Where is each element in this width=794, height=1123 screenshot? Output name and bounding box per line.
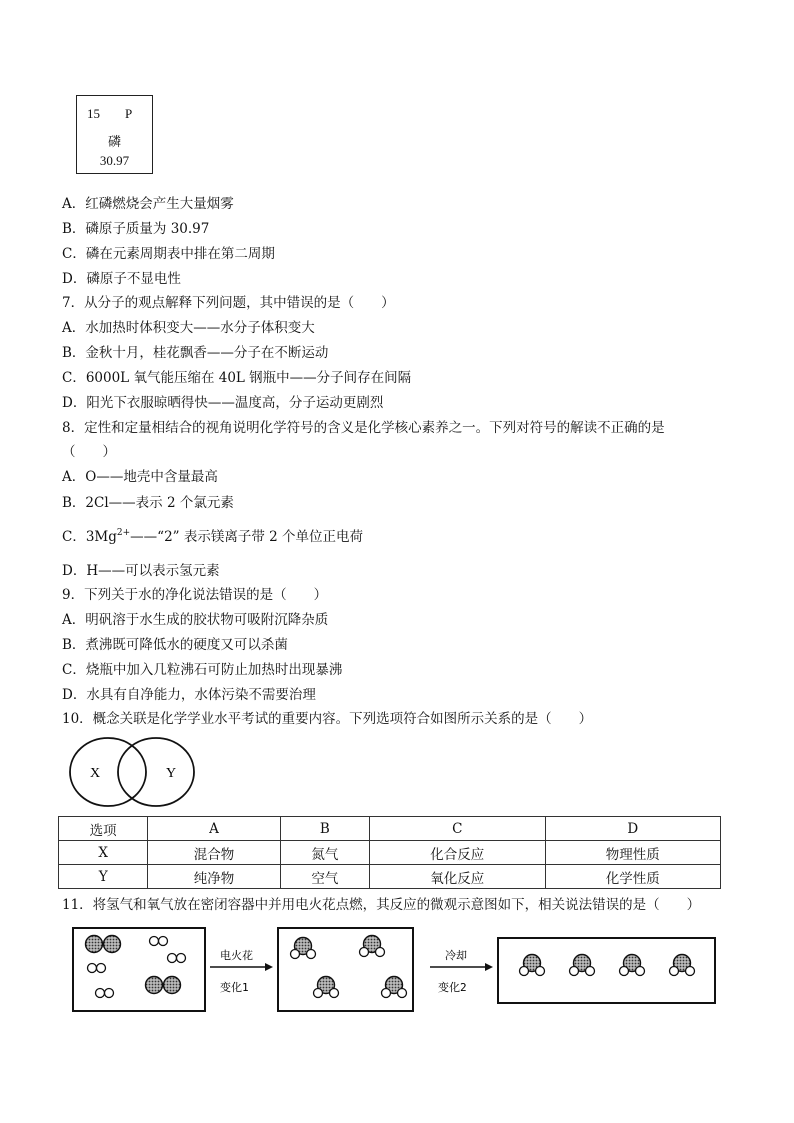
q11-stem: 11．将氢气和氧气放在密闭容器中并用电火花点燃，其反应的微观示意图如下，相关说法错误的是（ ） (62, 897, 701, 913)
arrow-2-bottom-label: 变化2 (438, 981, 467, 994)
table-header-row (59, 817, 721, 841)
q7-option-d: D．阳光下衣服晾晒得快——温度高，分子运动更剧烈 (62, 395, 384, 411)
table-cell: 空气 (280, 865, 369, 889)
q6-option-d: D．磷原子不显电性 (62, 271, 181, 287)
arrow-1-head (265, 963, 273, 971)
water-molecule-icon (670, 955, 695, 976)
q8-stem: 8．定性和定量相结合的视角说明化学符号的含义是化学核心素养之一。下列对符号的解读不正确的是 (62, 420, 665, 436)
water-molecule-icon (570, 955, 595, 976)
q8-option-c-prefix: C．3Mg (62, 529, 117, 545)
q8-option-b: B．2Cl——表示 2 个氯元素 (62, 495, 234, 511)
table-cell: 化合反应 (370, 841, 545, 865)
o2-molecule-icon (86, 936, 121, 953)
q9-option-c: C．烧瓶中加入几粒沸石可防止加热时出现暴沸 (62, 662, 343, 678)
water-molecule-icon (620, 955, 645, 976)
table-cell: 纯净物 (148, 865, 280, 889)
table-cell: C (370, 817, 545, 841)
options-table (58, 816, 721, 889)
q8-option-c (62, 528, 363, 546)
q9-option-d: D．水具有自净能力，水体污染不需要治理 (62, 687, 316, 703)
water-molecule-icon (360, 936, 385, 957)
venn-diagram (68, 735, 198, 810)
reaction-diagram (70, 923, 720, 1018)
table-row (59, 865, 721, 889)
element-symbol: P (125, 106, 133, 121)
table-row (59, 841, 721, 865)
water-molecule-icon (291, 938, 316, 959)
table-cell: A (148, 817, 280, 841)
arrow-1-bottom-label: 变化1 (220, 981, 249, 994)
arrow-2-top-label: 冷却 (445, 949, 467, 962)
q8-option-c-charge: 2+ (116, 528, 131, 538)
q9-stem: 9．下列关于水的净化说法错误的是（ ） (62, 587, 328, 603)
element-name: 磷 (107, 134, 121, 149)
q9-option-a: A．明矾溶于水生成的胶状物可吸附沉降杂质 (62, 612, 329, 628)
q8-option-c-suffix: ——“2” 表示镁离子带 2 个单位正电荷 (130, 529, 364, 545)
table-cell: 氧化反应 (370, 865, 545, 889)
table-cell: 选项 (59, 817, 148, 841)
venn-circle-x (70, 738, 146, 806)
table-cell: Y (59, 865, 148, 889)
water-molecule-icon (520, 955, 545, 976)
q10-stem: 10．概念关联是化学学业水平考试的重要内容。下列选项符合如图所示关系的是（ ） (62, 711, 593, 727)
table-cell: B (280, 817, 369, 841)
arrow-1-top-label: 电火花 (220, 949, 253, 962)
q8-stem-cont: （ ） (62, 444, 116, 460)
table-cell: 氮气 (280, 841, 369, 865)
q8-option-d: D．H——可以表示氢元素 (62, 563, 220, 579)
q8-option-a: A．O——地壳中含量最高 (62, 469, 218, 485)
q7-option-b: B．金秋十月，桂花飘香——分子在不断运动 (62, 345, 329, 361)
table-cell: D (545, 817, 720, 841)
q7-option-a: A．水加热时体积变大——水分子体积变大 (62, 320, 315, 336)
table-cell: X (59, 841, 148, 865)
q7-option-c: C．6000L 氧气能压缩在 40L 钢瓶中——分子间存在间隔 (62, 370, 412, 386)
venn-label-y: Y (166, 766, 177, 781)
table-cell: 化学性质 (545, 865, 720, 889)
water-molecule-icon (382, 977, 407, 998)
q6-option-b: B．磷原子质量为 30.97 (62, 221, 210, 237)
water-molecule-icon (314, 977, 339, 998)
q9-option-b: B．煮沸既可降低水的硬度又可以杀菌 (62, 637, 288, 653)
atomic-mass: 30.97 (99, 153, 130, 168)
element-card (76, 95, 153, 174)
atomic-number: 15 (87, 106, 100, 121)
arrow-2-head (485, 963, 493, 971)
q6-option-c: C．磷在元素周期表中排在第二周期 (62, 246, 275, 262)
venn-circle-y (118, 738, 194, 806)
q7-stem: 7．从分子的观点解释下列问题，其中错误的是（ ） (62, 295, 395, 311)
q6-option-a: A．红磷燃烧会产生大量烟雾 (62, 196, 234, 212)
o2-molecule-icon (146, 977, 181, 994)
venn-label-x: X (90, 766, 101, 781)
table-cell: 混合物 (148, 841, 280, 865)
table-cell: 物理性质 (545, 841, 720, 865)
